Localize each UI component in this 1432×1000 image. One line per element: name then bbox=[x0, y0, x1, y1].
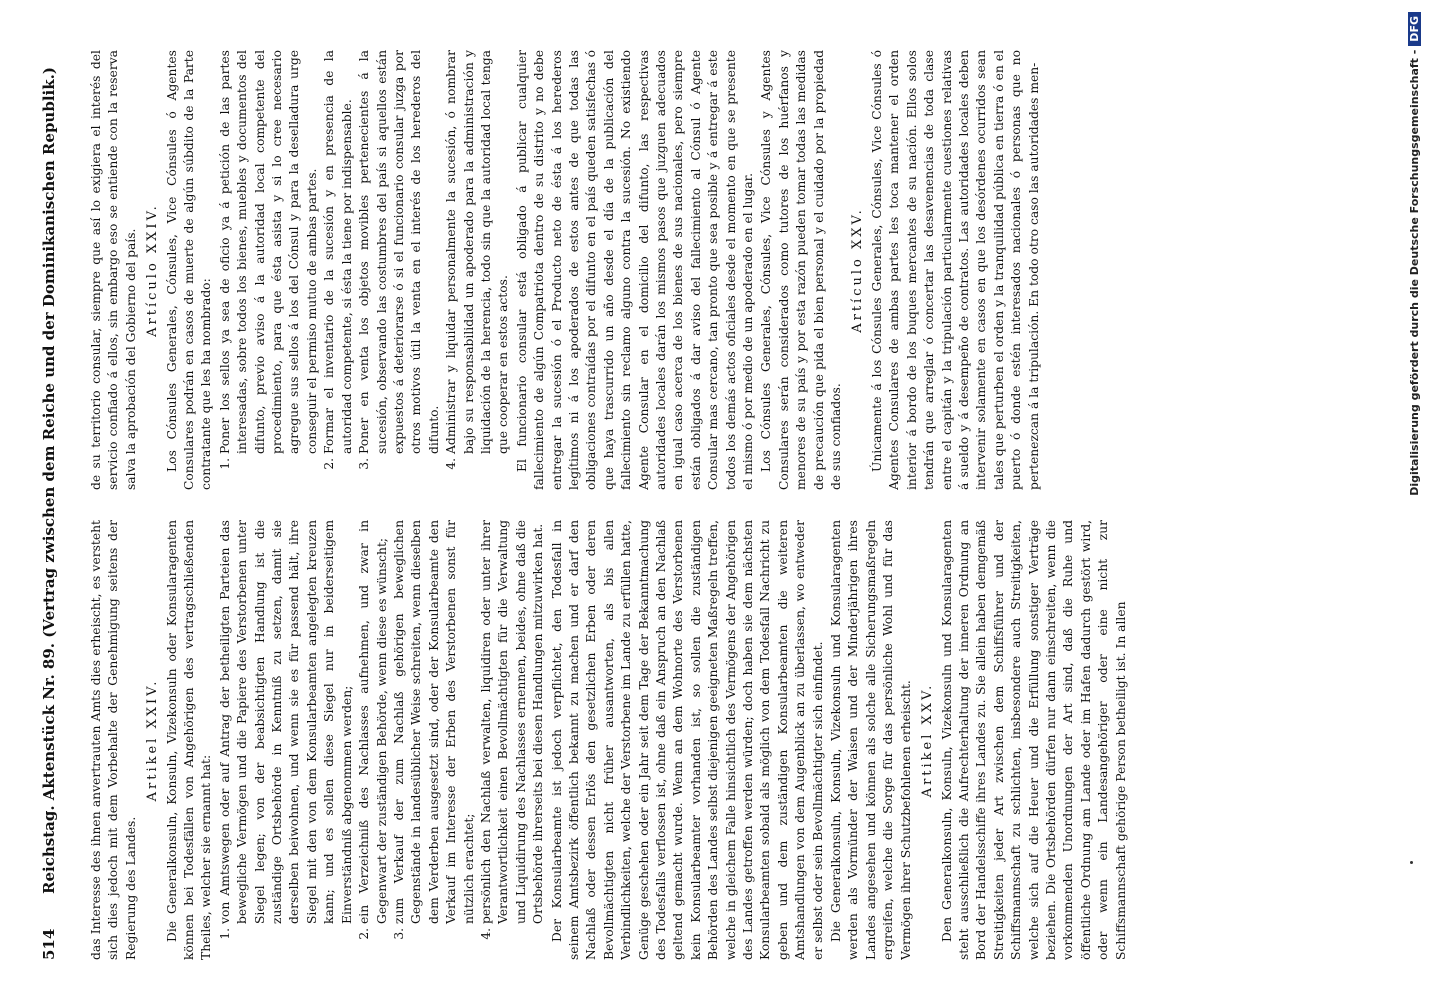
list-item: 3. Poner en venta los objetos movibles pertenecientes á la sucesión, observando las costumbres del país si aquellos están expuestos á deteriorarse ó si el funcionario consular juzga por otros motivos útil la venta en el interés de los herederos del difunto. bbox=[356, 50, 443, 454]
list-item: 4. Administrar y liquidar personalmente la sucesión, ó nombrar bajo su responsabilidad un apoderado para la administración y liquidación de la herencia, todo sin que la autoridad local tenga que cooperar en estos actos. bbox=[443, 50, 513, 454]
article-list bbox=[217, 520, 548, 960]
article-heading: Artikel XXIV. bbox=[145, 678, 161, 802]
paragraph: Die Generalkonsuln, Konsuln, Vizekonsuln und Konsularagenten werden als Vormünder der Waisen und der Minderjährigen ihres Landes angesehen und können als solche alle Sicherungsmaßregeln ergreifen, welche die Sorge für das persönliche Wohl und für das Vermögen ihrer Schutzbefohlenen erheischt. bbox=[829, 520, 913, 960]
paragraph: Der Konsularbeamte ist jedoch verpflichtet, den Todesfall in seinem Amtsbezirk öffentlich bekannt zu machen und er darf den Nachlaß oder dessen Erlös den gesetzlichen Erben oder deren Bevollmächtigten nicht früher ausantworten, als bis allen Verbindlichkeiten, welche der Verstorbene im Lande zu erfüllen hatte, Genüge geschehen oder ein Jahr seit dem Tage der Bekanntmachung des Todesfalls verflossen ist, ohne daß ein Anspruch an den Nachlaß geltend gemacht wurde. Wenn an dem Wohnorte des Verstorbenen kein Konsularbeamter vorhanden ist, so sollen die zuständigen Behörden des Landes selbst diejenigen geeigneten Maßregeln treffen, welche in gleichem Falle hinsichtlich des Vermögens der Angehörigen des Landes getroffen werden würden; doch haben sie dem nächsten Konsularbeamten sobald als möglich von dem Todesfall Nachricht zu geben und dem zuständigen Konsularbeamten die weiteren Amtshandlungen von dem Augenblick an zu überlassen, wo entweder er selbst oder sein Bevollmächtigter sich einfindet. bbox=[549, 520, 825, 960]
paragraph: Los Cónsules Generales, Cónsules, Vice Cónsules ó Agentes Consulares podrán en casos de muerte de algún súbdito de la Parte contratante que les ha nombrado: bbox=[164, 50, 214, 490]
article-heading: Artículo XXV. bbox=[850, 207, 866, 333]
german-column bbox=[88, 520, 1328, 960]
paragraph: Los Cónsules Generales, Cónsules, Vice Cónsules y Agentes Consulares serán considerados como tutores de los huérfanos y menores de su país y por esta razón pueden tomar todas las medidas de precaución que pida el bien personal y el cuidado por la propiedad de sus confiados. bbox=[759, 50, 844, 490]
list-item: 1. Poner los sellos ya sea de oficio ya á petición de las partes interesadas, sobre todos los bienes, muebles y documentos del difunto, previo aviso á la autoridad local competente del procedimiento, para que ésta asista y si lo cree necesario agregue sus sellos á los del Cónsul y para la deselladura urge conseguir el permiso mutuo de ambas partes. bbox=[217, 50, 321, 454]
list-item: 3. zum Verkauf der zum Nachlaß gehörigen beweglichen Gegenstände in landesüblicher Weise schreiten, wenn dieselben dem Verderben ausgesetzt sind, oder der Konsularbeamte den Verkauf im Interesse der Erben des Verstorbenen sonst für nützlich erachtet; bbox=[391, 520, 478, 924]
list-item: 2. Formar el inventario de la sucesión y en presencia de la autoridad competente, si ésta la tiene por indispensable. bbox=[321, 50, 356, 454]
page-header bbox=[40, 40, 80, 960]
paragraph: El funcionario consular está obligado á publicar cualquier fallecimiento de algún Compatriota dentro de su distrito y no debe entregar la sucesión ó el Producto neto de ésta á los herederos legítimos ni á los apoderados de estos antes de que todas las obligaciones contraídas por el difunto en el país queden satisfechas ó que haya trascurrido un año desde el día de la publicación del fallecimiento sin reclamo alguno contra la sucesión. No existiendo Agente Consular en el domicilio del difunto, las respectivas autoridades locales darán los mismos pasos que juzguen adecuados en igual caso acerca de los bienes de sus nacionales, pero siempre están obligados á dar aviso del fallecimiento al Cónsul ó Agente Consular mas cercano, tan pronto que sea posible y á entregar á este todos los demás actos oficiales desde el momento en que se presente el mismo ó por medio de un apoderado en el lugar. bbox=[514, 50, 756, 490]
spanish-column bbox=[88, 50, 1328, 490]
paragraph: de su territorio consular, siempre que así lo exigiera el interés del servicio confiado á ellos, sin embargo eso se entiende con la reserva salva la aprobación del Gobierno del país. bbox=[89, 50, 138, 490]
paragraph: Die Generalkonsuln, Konsuln, Vizekonsuln oder Konsularagenten können bei Todesfällen von Angehörigen des vertragschließenden Theiles, welcher sie ernannt hat: bbox=[164, 520, 214, 960]
running-title: Reichstag. Aktenstück Nr. 89. (Vertrag zwischen dem Reiche und der Dominikanischen Republik.) bbox=[40, 67, 58, 894]
paragraph: Únicamente á los Cónsules Generales, Cónsules, Vice Cónsules ó Agentes Consulares de ambas partes les toca mantener el orden interior á bordo de los buques mercantes de su nación. Ellos solos tendrán que arreglar ó concertar las desavenencias de toda clase entre el capitán y la tripulación particularmente cuestiones relativas á sueldo y á desempeño de contratos. Las autoridades locales deben intervenir solamente en casos en que los desórdenes ocurridos sean tales que perturben el orden y la tranquilidad pública en tierra ó en el puerto ó donde estén interesados nacionales ó personas que no pertenezcan á la tripulación. En todo otro caso las autoridades men- bbox=[869, 50, 1041, 490]
paragraph: das Interesse des ihnen anvertrauten Amts dies erheischt, es versteht sich dies jedoch mit dem Vorbehalte der Genehmigung seitens der Regierung des Landes. bbox=[89, 520, 138, 960]
digitization-credit bbox=[1408, 12, 1424, 992]
article-list bbox=[217, 50, 513, 490]
article-heading: Artikel XXV. bbox=[920, 682, 936, 798]
page-number: 514 bbox=[40, 928, 58, 960]
list-item: 2. ein Verzeichniß des Nachlasses aufnehmen, und zwar in Gegenwart der zuständigen Behörde, wenn diese es wünscht; bbox=[356, 520, 391, 924]
dfg-logo: DFG bbox=[1408, 12, 1421, 46]
list-item: 1. von Amtswegen oder auf Antrag der betheiligten Parteien das bewegliche Vermögen und die Papiere des Verstorbenen unter Siegel legen; von der beabsichtigten Handlung ist die zuständige Ortsbehörde in Kenntniß zu setzen, damit sie derselben beiwohnen, und wenn sie es für passend hält, ihre Siegel mit den von dem Konsularbeamten angelegten kreuzen kann; und es sollen diese Siegel nur in beiderseitigem Einverständniß abgenommen werden; bbox=[217, 520, 356, 924]
article-heading: Artículo XXIV. bbox=[145, 203, 161, 337]
credit-text: Digitalisierung gefördert durch die Deutsche Forschungsgemeinschaft - bbox=[1408, 49, 1421, 496]
list-item: 4. persönlich den Nachlaß verwalten, liquidiren oder unter ihrer Verantwortlichkeit einen Bevollmächtigten für die Verwaltung und Liquidirung des Nachlasses ernennen, beides, ohne daß die Ortsbehörde ihrerseits bei diesen Handlungen mitzuwirken hat. bbox=[478, 520, 548, 924]
paragraph: Den Generalkonsuln, Konsuln, Vizekonsuln und Konsularagenten steht ausschließlich die Aufrechterhaltung der inneren Ordnung an Bord der Handelsschiffe ihres Landes zu. Sie allein haben demgemäß Streitigkeiten jeder Art zwischen dem Schiffsführer und der Schiffsmannschaft zu schlichten, insbesondere auch Streitigkeiten, welche sich auf die Heuer und die Erfüllung sonstiger Verträge beziehen. Die Ortsbehörden dürfen nur dann einschreiten, wenn die vorkommenden Unordnungen der Art sind, daß die Ruhe und öffentliche Ordnung am Lande oder im Hafen dadurch gestört wird, oder wenn ein Landesangehöriger oder eine nicht zur Schiffsmannschaft gehörige Person betheiligt ist. In allen bbox=[939, 520, 1128, 960]
